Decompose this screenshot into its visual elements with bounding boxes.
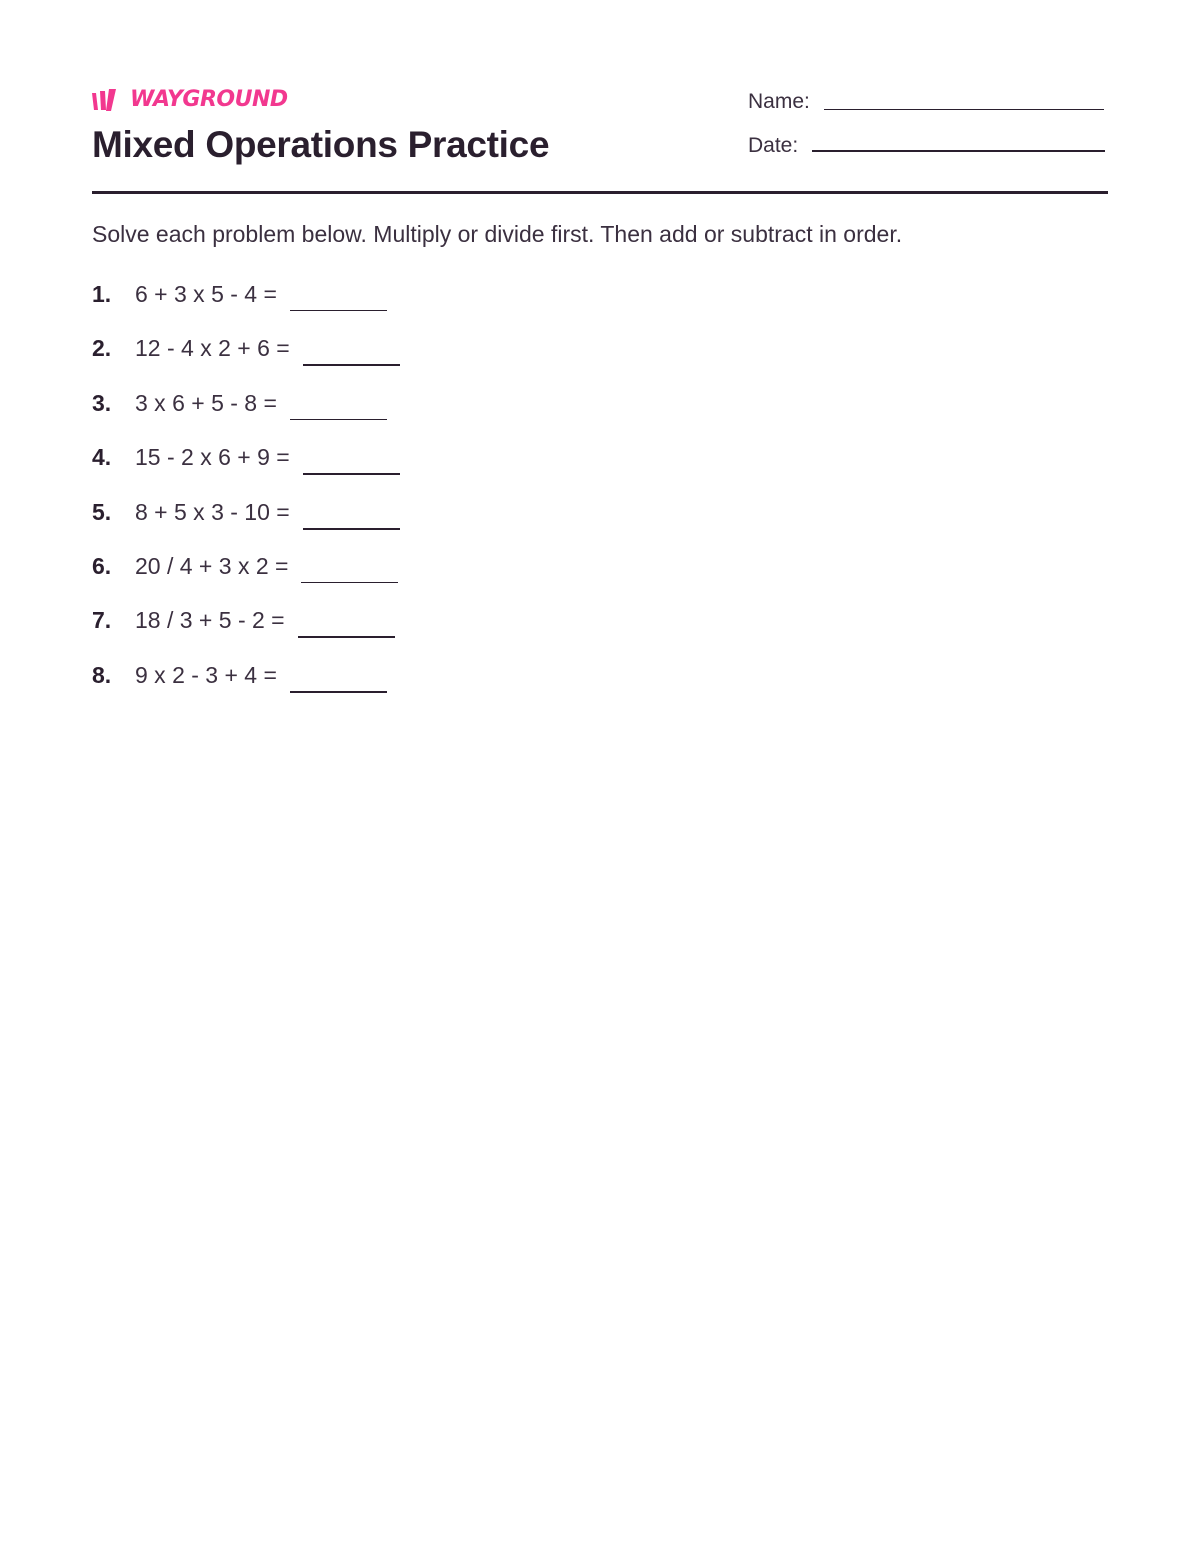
problem-item [92,496,400,550]
problem-item [92,278,400,332]
answer-blank[interactable] [303,528,400,530]
date-field[interactable] [748,134,1105,158]
brand-logo [92,86,288,114]
answer-blank[interactable] [303,473,400,475]
problem-expression: 6 + 3 x 5 - 4 = [135,281,277,307]
problem-item [92,387,400,441]
wayground-logo-icon [92,88,126,112]
name-field[interactable] [748,90,1104,114]
problem-number: 8. [92,661,112,688]
problem-item [92,604,400,658]
brand-name: WAYGROUND [130,87,288,112]
answer-blank[interactable] [298,636,395,638]
problem-expression: 12 - 4 x 2 + 6 = [135,335,290,362]
problem-expression: 9 x 2 - 3 + 4 = [135,661,277,688]
page-title: Mixed Operations Practice [92,124,550,165]
problem-number: 7. [92,607,112,634]
problem-expression: 3 x 6 + 5 - 8 = [135,389,277,416]
problem-number: 1. [92,281,112,307]
header-divider [92,191,1108,194]
problem-number: 5. [92,498,112,525]
problem-item [92,659,400,713]
problem-expression: 8 + 5 x 3 - 10 = [135,498,290,525]
date-line[interactable] [812,149,1105,152]
problem-expression: 18 / 3 + 5 - 2 = [135,607,285,634]
instructions: Solve each problem below. Multiply or divide first. Then add or subtract in order. [92,221,903,247]
answer-blank[interactable] [290,419,387,420]
problem-number: 3. [92,389,112,416]
answer-blank[interactable] [290,691,387,693]
problem-item [92,550,400,604]
answer-blank[interactable] [303,364,400,366]
problem-item [92,332,400,386]
problem-number: 6. [92,552,112,579]
problem-item [92,441,400,495]
problem-expression: 15 - 2 x 6 + 9 = [135,444,290,471]
answer-blank[interactable] [290,310,387,311]
problem-expression: 20 / 4 + 3 x 2 = [135,552,289,579]
name-label: Name: [748,90,810,113]
answer-blank[interactable] [301,582,398,583]
date-label: Date: [748,134,799,157]
problem-list [92,278,400,713]
problem-number: 2. [92,335,112,362]
name-line[interactable] [824,108,1104,110]
problem-number: 4. [92,444,112,471]
